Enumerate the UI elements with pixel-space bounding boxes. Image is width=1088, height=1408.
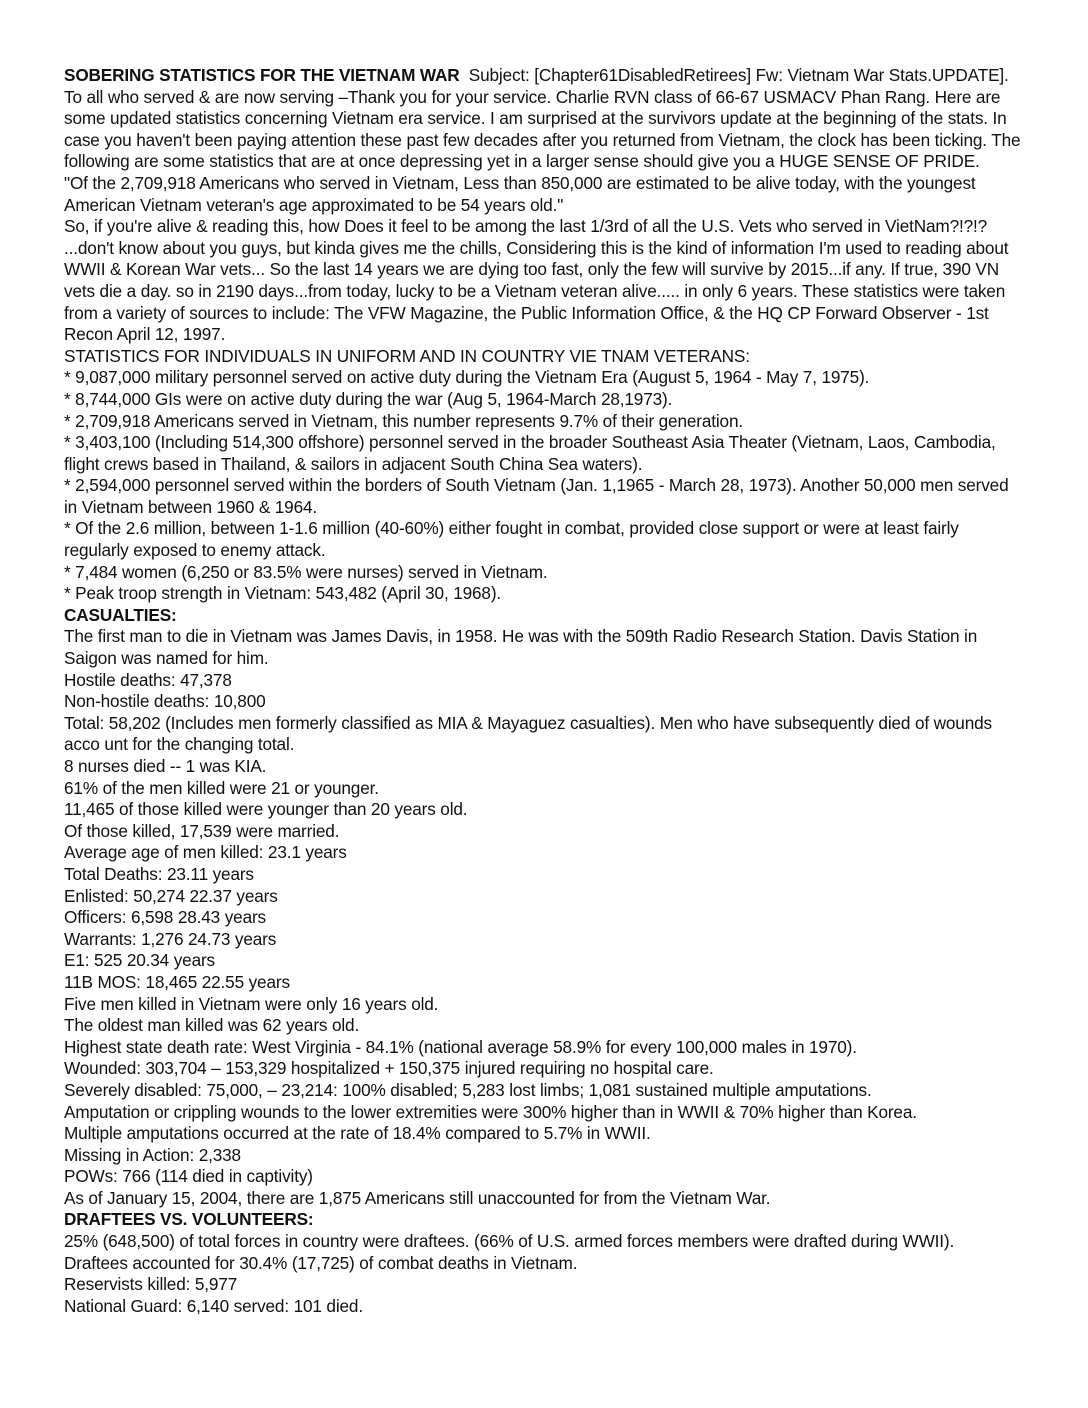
list-item: Warrants: 1,276 24.73 years [64,928,277,949]
list-item: Non-hostile deaths: 10,800 [64,691,266,712]
list-item: The oldest man killed was 62 years old. [64,1015,360,1036]
draftees-heading: DRAFTEES VS. VOLUNTEERS: [64,1209,314,1230]
list-item: Multiple amputations occurred at the rate of 18.4% compared to 5.7% in WWII. [64,1123,651,1144]
intro-text: Subject: [Chapter61DisabledRetirees] Fw: Vietnam War Stats.UPDATE]. To all who served & are now serving –Thank you for your service. Charlie RVN class of 66-67 USMACV Phan Rang. Here are some updated statistics concerning Vietnam era service. I am surprised at the survivors update at the beginning of the stats. In case you haven't been paying attention these past few decades after you returned from Vietnam, the clock has been ticking. The following are some statistics that are at once depressing yet in a larger sense should give you a HUGE SENSE OF PRIDE. [64,65,1021,172]
list-item: Enlisted: 50,274 22.37 years [64,885,278,906]
list-item: Draftees accounted for 30.4% (17,725) of combat deaths in Vietnam. [64,1252,578,1273]
list-item: Average age of men killed: 23.1 years [64,842,347,863]
list-item: POWs: 766 (114 died in captivity) [64,1166,313,1187]
list-item: Severely disabled: 75,000, – 23,214: 100% disabled; 5,283 lost limbs; 1,081 sustained multiple amputations. [64,1079,872,1100]
reflection-paragraph: So, if you're alive & reading this, how Does it feel to be among the last 1/3rd of all the U.S. Vets who served in VietNam?!?!? ...don't know about you guys, but kinda gives me the chills, Considering this is the kind of information I'm used to reading about WWII & Korean War vets... So the last 14 years we are dying too fast, only the few will survive by 2015...if any. If true, 390 VN vets die a day. so in 2190 days...from today, lucky to be a Vietnam veteran alive..... in only 6 years. These statistics were taken from a variety of sources to include: The VFW Magazine, the Public Information Office, & the HQ CP Forward Observer - 1st Recon April 12, 1997. [64,216,1009,345]
intro-paragraph [64,65,1024,173]
list-item: Officers: 6,598 28.43 years [64,907,266,928]
list-item: * 2,709,918 Americans served in Vietnam, this number represents 9.7% of their generation. [64,410,744,431]
casualties-list [64,626,1024,1209]
list-item: 25% (648,500) of total forces in country were draftees. (66% of U.S. armed forces members were drafted during WWII). [64,1231,955,1252]
list-item: Total Deaths: 23.11 years [64,863,254,884]
list-item: Hostile deaths: 47,378 [64,669,232,690]
casualties-heading: CASUALTIES: [64,604,177,625]
list-item: * Of the 2.6 million, between 1-1.6 million (40-60%) either fought in combat, provided close support or were at least fairly regularly exposed to enemy attack. [64,518,959,561]
list-item: Reservists killed: 5,977 [64,1274,238,1295]
list-item: Highest state death rate: West Virginia - 84.1% (national average 58.9% for every 100,000 males in 1970). [64,1036,857,1057]
list-item: The first man to die in Vietnam was James Davis, in 1958. He was with the 509th Radio Research Station. Davis Station in Saigon was named for him. [64,626,978,669]
list-item: Amputation or crippling wounds to the lower extremities were 300% higher than in WWII & 70% higher than Korea. [64,1101,917,1122]
list-item: Of those killed, 17,539 were married. [64,820,340,841]
list-item: E1: 525 20.34 years [64,950,215,971]
list-item: Missing in Action: 2,338 [64,1144,241,1165]
list-item: Total: 58,202 (Includes men formerly classified as MIA & Mayaguez casualties). Men who have subsequently died of wounds acco unt for the changing total. [64,712,992,755]
list-item: * 9,087,000 military personnel served on active duty during the Vietnam Era (August 5, 1964 - May 7, 1975). [64,367,870,388]
list-item: Five men killed in Vietnam were only 16 years old. [64,993,439,1014]
document-title: SOBERING STATISTICS FOR THE VIETNAM WAR [64,65,460,85]
list-item: * 3,403,100 (Including 514,300 offshore) personnel served in the broader Southeast Asia Theater (Vietnam, Laos, Cambodia, flight crews based in Thailand, & sailors in adjacent South China Sea waters). [64,432,996,474]
list-item: 61% of the men killed were 21 or younger. [64,777,379,798]
document-page [64,65,1024,1317]
list-item: * 8,744,000 GIs were on active duty during the war (Aug 5, 1964-March 28,1973). [64,388,673,409]
survivor-quote: "Of the 2,709,918 Americans who served in Vietnam, Less than 850,000 are estimated to be alive today, with the youngest American Vietnam veteran's age approximated to be 54 years old." [64,172,976,215]
list-item: 11,465 of those killed were younger than 20 years old. [64,799,468,820]
list-item: * 7,484 women (6,250 or 83.5% were nurses) served in Vietnam. [64,561,548,582]
stats-list [64,367,1024,605]
list-item: Wounded: 303,704 – 153,329 hospitalized + 150,375 injured requiring no hospital care. [64,1058,714,1079]
list-item: * Peak troop strength in Vietnam: 543,482 (April 30, 1968). [64,583,502,604]
list-item: As of January 15, 2004, there are 1,875 Americans still unaccounted for from the Vietnam War. [64,1187,771,1208]
list-item: * 2,594,000 personnel served within the borders of South Vietnam (Jan. 1,1965 - March 28, 1973). Another 50,000 men served in Vietnam between 1960 & 1964. [64,475,1009,517]
list-item: 11B MOS: 18,465 22.55 years [64,971,290,992]
stats-heading: STATISTICS FOR INDIVIDUALS IN UNIFORM AND IN COUNTRY VIE TNAM VETERANS: [64,345,750,366]
list-item: National Guard: 6,140 served: 101 died. [64,1295,363,1316]
list-item: 8 nurses died -- 1 was KIA. [64,756,267,776]
draftees-list [64,1231,1024,1317]
